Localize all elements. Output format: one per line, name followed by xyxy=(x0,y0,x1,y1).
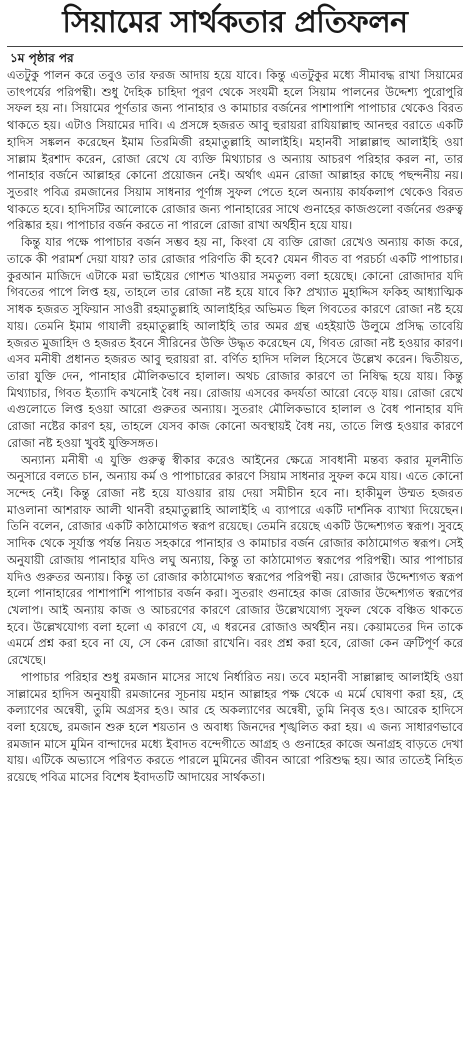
article-paragraph: কিন্তু যার পক্ষে পাপাচার বর্জন সম্ভব হয় না, কিংবা যে ব্যক্তি রোজা রেখেও অন্যায় কাজ করে, তাকে কী পরামর্শ দেয়া যায়? তার রোজার পরিণতি কী হবে? যেমন গীবত বা পরচর্চা একটি পাপাচার। কুরআন মাজিদে এটাকে মরা ভাইয়ের গোশত খাওয়ার সমতুল্য বলা হয়েছে। কোনো রোজাদার যদি গিবতের পাপে লিপ্ত হয়, তাহলে তার রোজা নষ্ট হয়ে যাবে কি? প্রখ্যাত মুহাদ্দিস ফকিহ আধ্যাত্মিক সাধক হজরত সুফিয়ান সাওরী রহমাতুল্লাহি আলাইহির অভিমত ছিল গিবতের কারণে রোজা নষ্ট হয়ে যায়। তেমনি ইমাম গাযালী রহমাতুল্লাহি আলাইহি তার অমর গ্রন্থ এহইয়াউ উলুমে প্রসিদ্ধ তাবেয়ি হজরত মুজাহিদ ও হজরত ইবনে সীরিনের উক্তি উদ্ধৃত করেছেন যে, গিবত রোজা নষ্ট হওয়ার কারণ। এসব মনীষী প্রধানত হজরত আবু হুরায়রা রা. বর্ণিত হাদিস দলিল হিসেবে উল্লেখ করেন। দ্বিতীয়ত, তারা যুক্তি দেন, পানাহার মৌলিকভাবে হালাল। অথচ রোজার কারণে তা নিষিদ্ধ হয়ে যায়। কিন্তু মিথ্যাচার, গিবত ইত্যাদি কখনোই বৈধ নয়। রোজায় এসবের কদর্যতা আরো বেড়ে যায়। রোজা রেখে এগুলোতে লিপ্ত হওয়া আরো গুরুতর অন্যায়। সুতরাং মৌলিকভাবে হালাল ও বৈধ পানাহার যদি রোজা নষ্টের কারণ হয়, তাহলে যেসব কাজ কোনো অবস্থায়ই বৈধ নয়, তাতে লিপ্ত হওয়ার কারণে রোজা নষ্ট হওয়া খুবই যুক্তিসঙ্গত। xyxy=(7,235,463,450)
continued-from-label: ১ম পৃষ্ঠার পর xyxy=(10,51,74,65)
article-paragraph: অন্যান্য মনীষী এ যুক্তি গুরুত্ব স্বীকার করেও আইনের ক্ষেত্রে সাবধানী মন্তব্য করার মূলনীতি অনুসারে বলতে চান, অন্যায় কর্ম ও পাপাচারের কারণে সিয়াম সাধনার সুফল কমে যায়। এতে কোনো সন্দেহ নেই। কিন্তু রোজা নষ্ট হয়ে যাওয়ার রায় দেয়া সমীচীন হবে না। হাকীমুল উম্মত হজরত মাওলানা আশরাফ আলী থানবী রহমাতুল্লাহি আলাইহি এ ব্যাপারে একটি দার্শনিক ব্যাখ্যা দিয়েছেন। তিনি বলেন, রোজার একটি কাঠামোগত স্বরূপ রয়েছে। তেমনি রয়েছে একটি উদ্দেশ্যগত স্বরূপ। সুবহে সাদিক থেকে সূর্যাস্ত পর্যন্ত নিয়ত সহকারে পানাহার ও কামাচার বর্জন রোজার কাঠামোগত স্বরূপ। সেই অনুযায়ী রোজায় পানাহার যদিও লঘু অন্যায়, কিন্তু তা কাঠামোগত স্বরূপের পরিপন্থী। আর পাপাচার যদিও গুরুতর অন্যায়। কিন্তু তা রোজার কাঠামোগত স্বরূপের পরিপন্থী নয়। রোজার উদ্দেশ্যগত স্বরূপ হলো পানাহারের পাশাপাশি পাপাচার বর্জন করা। সুতরাং গুনাহের কাজ রোজার উদ্দেশ্যগত স্বরূপের খেলাপ। আই অন্যায় কাজ ও আচরণের কারণে রোজার উল্লেখযোগ্য সুফল থেকে বঞ্চিত থাকতে হবে। উল্লেখযোগ্য বলা হলো এ কারণে যে, এ ধরনের রোজাও অর্থহীন নয়। কেয়ামতের দিন তাকে এমর্মে প্রশ্ন করা হবে না যে, সে কেন রোজা রাখেনি। বরং প্রশ্ন করা হবে, রোজা কেন ত্রুটিপূর্ণ করে রেখেছে। xyxy=(7,452,463,668)
article-paragraph: পাপাচার পরিহার শুধু রমজান মাসের সাথে নির্ধারিত নয়। তবে মহানবী সাল্লাল্লাহু আলাইহি ওয়া সাল্লামের হাদিস অনুযায়ী রমজানের সূচনায় মহান আল্লাহর পক্ষ থেকে এ মর্মে ঘোষণা করা হয়, হে কল্যাণের অন্বেষী, তুমি অগ্রসর হও। আর হে অকল্যাণের অন্বেষী, তুমি নিবৃত্ত হও। আরেক হাদিসে বলা হয়েছে, রমজান শুরু হলে শয়তান ও অবাধ্য জিনদের শৃঙ্খলিত করা হয়। এ জন্য সাধারণভাবে রমজান মাসে মুমিন বান্দাদের মধ্যে ইবাদত বন্দেগীতে আগ্রহ ও গুনাহের কাজে অনাগ্রহ বাড়তে দেখা যায়। এটিকে অভ্যাসে পরিণত করতে পারলে মুমিনের জীবন আরো পরিশুদ্ধ হয়। আর তাতেই নিহিত রয়েছে পবিত্র মাসের বিশেষ ইবাদতটি আদায়ের সার্থকতা। xyxy=(7,669,464,785)
article-paragraph: এতটুকু পালন করে তবুও তার ফরজ আদায় হয়ে যাবে। কিন্তু এতটুকুর মধ্যে সীমাবদ্ধ রাখা সিয়ামের তাৎপর্যের পরিপন্থী। শুধু দৈহিক চাহিদা পূরণ থেকে সংযমী হলে সিয়াম পালনের উদ্দেশ্য পুরোপুরি সফল হয় না। সিয়ামের পূর্ণতার জন্য পানাহার ও কামাচার বর্জনের পাশাপাশি পাপাচার থেকেও বিরত থাকতে হয়। এটাও সিয়ামের দাবি। এ প্রসঙ্গে হজরত আবু হুরায়রা রাযিয়াল্লাহু আনহুর বরাতে একটি হাদিস সঙ্কলন করেছেন ইমাম তিরমিজী রহমাতুল্লাহি আলাইহি। মহানবী সাল্লাল্লাহু আলাইহি ওয়া সাল্লাম ইরশাদ করেন, রোজা রেখে যে ব্যক্তি মিথ্যাচার ও অন্যায় আচরণ পরিহার করল না, তার পানাহার বর্জনে আল্লাহর কোনো প্রয়োজন নেই। অর্থাৎ এমন রোজা আল্লাহর কাছে পছন্দনীয় নয়। সুতরাং পবিত্র রমজানের সিয়াম সাধনার পূর্ণাঙ্গ সুফল পেতে হলে অন্যায় কার্যকলাপ থেকেও বিরত থাকতে হবে। হাদিসটির আলোকে রোজার জন্য পানাহারের সাথে গুনাহের কাজগুলো বর্জনের গুরুত্ব পরিষ্কার হয়। পাপাচার বর্জন করতে না পারলে রোজা রাখা অর্থহীন হয়ে যায়। xyxy=(7,68,463,233)
article-headline: সিয়ামের সার্থকতার প্রতিফলন xyxy=(62,5,408,40)
headline-divider xyxy=(7,46,463,47)
article-body xyxy=(7,67,463,786)
